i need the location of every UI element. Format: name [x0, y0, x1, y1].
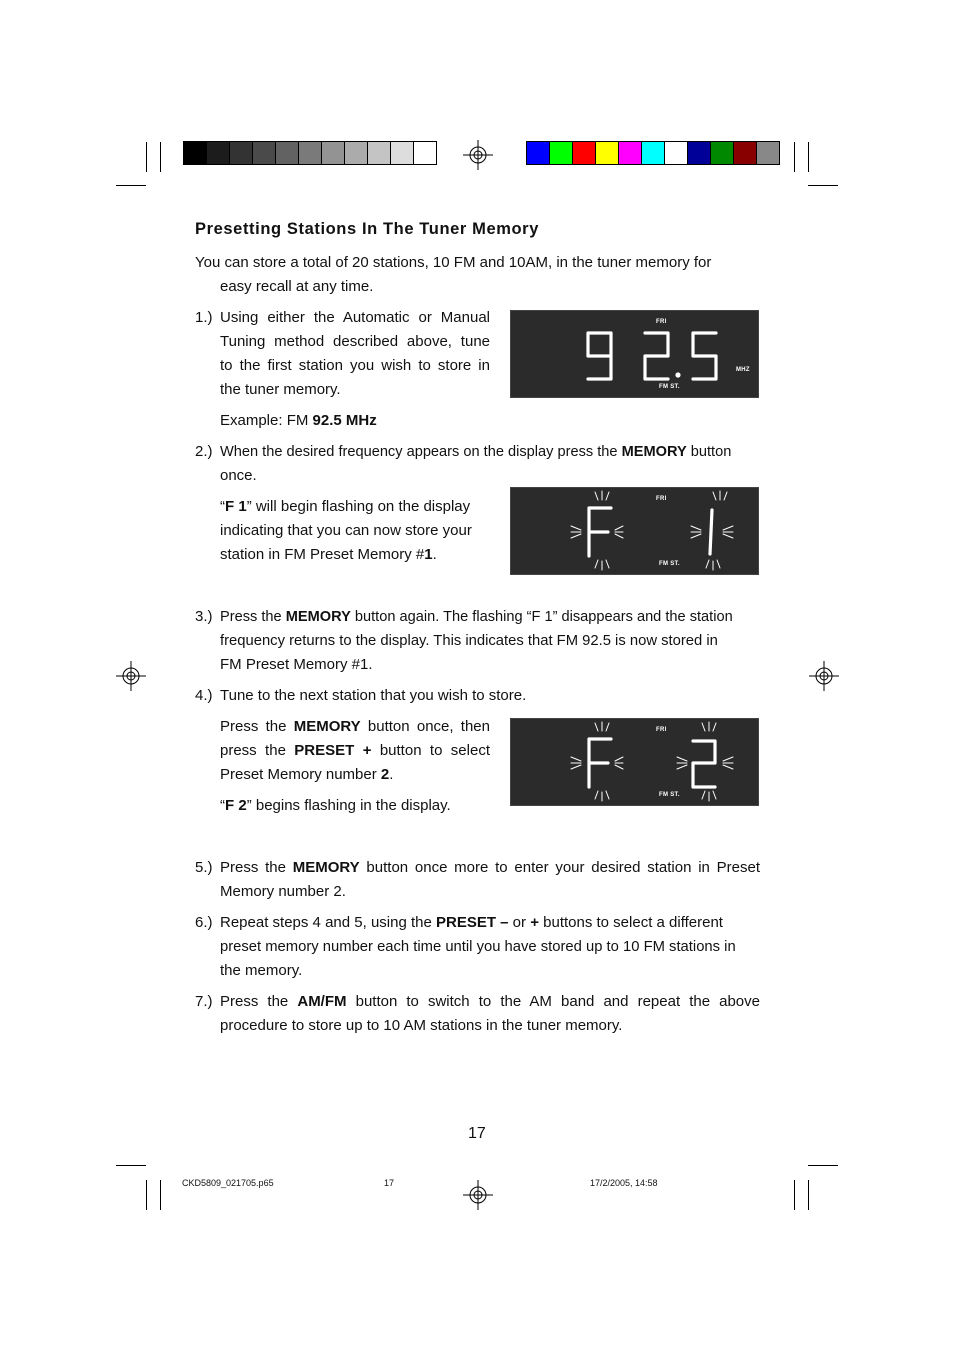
grayscale-color-bar — [183, 141, 437, 165]
step-4-sub-line-3: Preset Memory number 2. — [220, 766, 394, 783]
crop-mark — [116, 185, 146, 186]
color-bar — [526, 141, 780, 165]
step-1-line: Tuning method described above, tune — [220, 333, 490, 350]
step-2-flash-line-2: indicating that you can now store your — [220, 522, 472, 539]
step-4-line-1: Tune to the next station that you wish to store. — [220, 687, 527, 704]
step-number: 1.) — [195, 309, 213, 326]
crop-mark — [808, 1180, 809, 1210]
registration-mark-icon — [809, 661, 839, 691]
step-6-line-2: preset memory number each time until you have stored up to 10 FM stations in — [220, 939, 736, 955]
color-swatch — [345, 142, 368, 164]
intro-line-1: You can store a total of 20 stations, 10 FM and 10AM, in the tuner memory for — [195, 254, 712, 271]
intro-line-2: easy recall at any time. — [220, 278, 374, 295]
crop-mark — [794, 1180, 795, 1210]
lcd-day-label: FRI — [656, 496, 667, 502]
color-swatch — [299, 142, 322, 164]
color-swatch — [711, 142, 734, 164]
crop-mark — [794, 142, 795, 172]
lcd-fm-stereo-label: FM ST. — [659, 561, 680, 567]
step-2-line-2: once. — [220, 467, 257, 484]
step-4-sub-line-2: press the PRESET + button to select — [220, 742, 490, 759]
step-3-line-3: FM Preset Memory #1. — [220, 656, 373, 673]
crop-mark — [160, 1180, 161, 1210]
step-1-example: Example: FM 92.5 MHz — [220, 412, 377, 429]
page-heading: Presetting Stations In The Tuner Memory — [195, 220, 539, 238]
lcd-display-preset-2 — [510, 718, 759, 806]
color-swatch — [642, 142, 665, 164]
color-swatch — [253, 142, 276, 164]
step-number: 3.) — [195, 608, 213, 625]
color-swatch — [527, 142, 550, 164]
color-swatch — [688, 142, 711, 164]
color-swatch — [665, 142, 688, 164]
step-number: 7.) — [195, 993, 213, 1010]
crop-mark — [808, 185, 838, 186]
crop-mark — [116, 1165, 146, 1166]
step-1-line: the tuner memory. — [220, 381, 341, 398]
step-1-line: Using either the Automatic or Manual — [220, 309, 490, 326]
lcd-day-label: FRI — [656, 727, 667, 733]
footer-page: 17 — [384, 1178, 395, 1188]
lcd-day-label: FRI — [656, 319, 667, 325]
step-5-line-1: Press the MEMORY button once more to enter your desired station in Preset — [220, 859, 760, 876]
step-3-line-2: frequency returns to the display. This indicates that FM 92.5 is now stored in — [220, 633, 718, 649]
footer-file-name: CKD5809_021705.p65 — [182, 1178, 274, 1188]
registration-mark-icon — [116, 661, 146, 691]
step-number: 5.) — [195, 859, 213, 876]
color-swatch — [368, 142, 391, 164]
lcd-fm-stereo-label: FM ST. — [659, 792, 680, 798]
crop-mark — [808, 1165, 838, 1166]
color-swatch — [322, 142, 345, 164]
color-swatch — [207, 142, 230, 164]
step-7-line-2: procedure to store up to 10 AM stations in the tuner memory. — [220, 1017, 623, 1034]
step-4-sub-line-1: Press the MEMORY button once, then — [220, 718, 490, 735]
color-swatch — [391, 142, 414, 164]
color-swatch — [230, 142, 253, 164]
step-6-line-1: Repeat steps 4 and 5, using the PRESET – or + buttons to select a different — [220, 914, 723, 931]
crop-mark — [146, 142, 147, 172]
color-swatch — [573, 142, 596, 164]
color-swatch — [184, 142, 207, 164]
step-2-flash-line-1: “F 1” will begin flashing on the display — [220, 498, 471, 515]
step-number: 4.) — [195, 687, 213, 704]
lcd-digits-925 — [511, 311, 758, 397]
lcd-digits-f1 — [511, 488, 758, 574]
registration-mark-icon — [463, 140, 493, 170]
color-swatch — [596, 142, 619, 164]
color-swatch — [734, 142, 757, 164]
step-2-line-1: When the desired frequency appears on the display press the MEMORY button — [220, 444, 732, 460]
color-swatch — [619, 142, 642, 164]
color-swatch — [550, 142, 573, 164]
lcd-fm-stereo-label: FM ST. — [659, 384, 680, 390]
step-6-line-3: the memory. — [220, 962, 303, 979]
registration-mark-icon — [463, 1180, 493, 1210]
crop-mark — [160, 142, 161, 172]
step-5-line-2: Memory number 2. — [220, 883, 346, 900]
step-number: 6.) — [195, 914, 213, 931]
color-swatch — [414, 142, 436, 164]
lcd-display-preset-1 — [510, 487, 759, 575]
lcd-unit-label: MHZ — [736, 367, 750, 373]
step-3-line-1: Press the MEMORY button again. The flashing “F 1” disappears and the station — [220, 609, 733, 625]
step-1-line: to the first station you wish to store in — [220, 357, 490, 374]
lcd-digits-f2 — [511, 719, 758, 805]
footer-date: 17/2/2005, 14:58 — [590, 1178, 658, 1188]
page-number: 17 — [468, 1125, 486, 1142]
step-7-line-1: Press the AM/FM button to switch to the AM band and repeat the above — [220, 993, 760, 1010]
color-swatch — [757, 142, 779, 164]
step-number: 2.) — [195, 443, 213, 460]
step-4-flash-line: “F 2” begins flashing in the display. — [220, 797, 451, 814]
lcd-display-frequency — [510, 310, 759, 398]
color-swatch — [276, 142, 299, 164]
step-2-flash-line-3: station in FM Preset Memory #1. — [220, 546, 437, 563]
crop-mark — [808, 142, 809, 172]
crop-mark — [146, 1180, 147, 1210]
